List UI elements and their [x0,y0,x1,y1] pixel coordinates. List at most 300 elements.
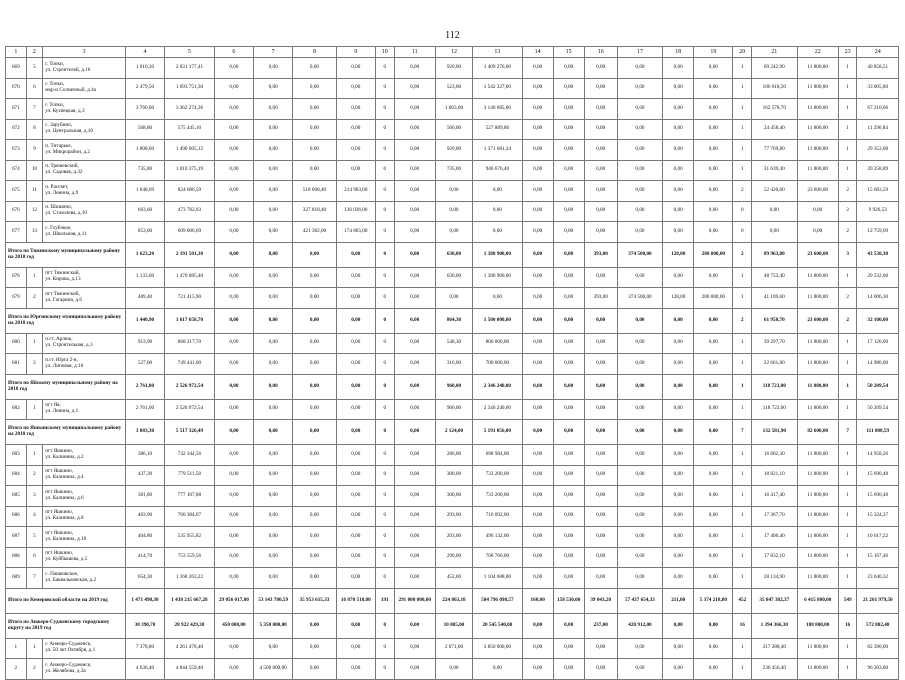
table-cell: п. Шишино, ул. Стахолева, д.10 [43,201,126,222]
table-cell: 317 288,40 [752,638,797,659]
table-cell: 0,00 [214,374,253,399]
table-cell: 0,00 [694,399,733,420]
table-cell: 11 800,00 [797,374,838,399]
table-cell: 0 [375,181,394,202]
table-cell: 0,00 [584,267,617,288]
table-cell: 735,80 [125,160,164,181]
column-header: 8 [293,47,336,58]
table-cell: 28 922 429,38 [165,613,215,638]
table-cell: 864,30 [435,308,472,333]
table-cell: 9 926,53 [857,201,899,222]
table-cell: 0,00 [553,119,584,140]
column-header: 11 [394,47,435,58]
table-cell: 0 [375,140,394,161]
table-cell: 0,00 [553,638,584,659]
table-row [6,288,899,309]
table-cell: 0,00 [663,420,694,445]
table-cell: 6 [26,78,43,99]
table-cell: 0,00 [694,222,733,243]
table-cell: 393,00 [584,288,617,309]
table-cell: 0,00 [617,354,662,375]
table-cell: 0,00 [663,58,694,79]
subtotal-label: Итого по Юргинскому муниципальному району на 2018 год [6,308,126,333]
table-cell: 0,00 [584,399,617,420]
table-cell: 0,00 [663,638,694,659]
table-cell: 1 [6,638,27,659]
table-cell: 0,00 [336,486,375,507]
table-cell: 5 517 326,49 [165,420,215,445]
table-cell: 0,00 [394,181,435,202]
table-cell: 11 800,00 [797,506,838,527]
table-cell: 0,00 [694,58,733,79]
table-cell: 0,00 [584,527,617,548]
table-cell: 698 984,00 [473,445,523,466]
table-cell: 0,00 [214,78,253,99]
table-row [6,506,899,527]
table-cell: 0,00 [254,119,293,140]
table-cell: 700 000,00 [473,354,523,375]
table-cell: 0,00 [336,638,375,659]
table-cell: 0,00 [584,58,617,79]
table-cell: 11 800,00 [797,486,838,507]
table-cell: 1 [26,333,43,354]
table-cell: 0 [375,308,394,333]
table-cell: 721 415,90 [165,288,215,309]
table-cell: 4 500 000,00 [254,659,293,680]
table-cell: 0,00 [214,267,253,288]
table-cell: 489,40 [125,288,164,309]
table-cell: 0,00 [293,613,336,638]
table-cell: 0,00 [214,119,253,140]
table-cell: 0,00 [522,99,553,120]
table-cell: 0,00 [293,465,336,486]
table-cell: 868 217,70 [165,333,215,354]
register-table-container [5,46,899,680]
table-cell: 280 000,00 [694,288,733,309]
table-cell: 41 109,60 [752,288,797,309]
table-cell: 0,00 [522,613,553,638]
table-cell: 1 [838,333,857,354]
table-cell: 1 [838,78,857,99]
table-cell: 17 367,70 [752,506,797,527]
table-cell: 920,00 [435,58,472,79]
table-cell: 160,00 [522,588,553,613]
table-cell: 0,00 [663,308,694,333]
table-cell: 0,00 [522,399,553,420]
table-cell: 3 083,30 [125,420,164,445]
table-cell: 13 [26,222,43,243]
table-cell: 0,00 [394,242,435,267]
table-cell: 0,00 [473,222,523,243]
table-cell: пгт Тяжинский, ул. Гагарина, д.6 [43,288,126,309]
table-cell: 0 [375,354,394,375]
table-cell: 0,00 [584,445,617,466]
table-cell: 0,00 [394,399,435,420]
table-cell: 0,00 [797,201,838,222]
table-cell: 1 [838,547,857,568]
table-cell: 5 [26,527,43,548]
table-row [6,333,899,354]
table-cell: 50 209,54 [857,374,899,399]
table-cell: 0,00 [584,308,617,333]
subtotal-row [6,308,899,333]
table-cell: 0,00 [584,140,617,161]
table-cell: 14 980,00 [857,354,899,375]
table-cell: с. Зарубино, ул. Центральная, д.10 [43,119,126,140]
table-row [6,267,899,288]
table-cell: 0,00 [214,140,253,161]
table-cell: 960,00 [435,399,472,420]
table-cell: 684 [6,465,27,486]
table-cell: 1 [26,399,43,420]
table-cell: 23 600,00 [797,308,838,333]
table-cell: 0,00 [522,160,553,181]
table-cell: 0,00 [584,486,617,507]
table-cell: 0,00 [214,308,253,333]
column-header: 10 [375,47,394,58]
table-cell: 0,00 [522,568,553,589]
table-cell: 0,00 [293,267,336,288]
table-cell: 1 438 215 667,28 [165,588,215,613]
table-cell: 0,00 [293,160,336,181]
table-cell: 1 623,20 [125,242,164,267]
table-cell: 89 963,00 [752,242,797,267]
table-cell: 0,00 [694,160,733,181]
table-cell: 0,00 [293,506,336,527]
table-cell: 1 [733,160,752,181]
table-cell: 0 [733,201,752,222]
table-cell: 0,00 [214,222,253,243]
table-row [6,399,899,420]
table-cell: 1 [733,659,752,680]
table-cell: 9 [26,140,43,161]
table-cell: 0,00 [663,333,694,354]
table-cell: 2 [838,181,857,202]
table-cell: 0,00 [254,140,293,161]
table-cell: 374 500,00 [617,242,662,267]
table-cell: 48 753,40 [752,267,797,288]
table-cell: 0,00 [435,659,472,680]
table-cell: 0,00 [584,506,617,527]
table-cell: 0,00 [617,267,662,288]
table-cell: 0 [375,119,394,140]
table-cell: 0,00 [584,638,617,659]
column-header: 6 [214,47,253,58]
table-cell: п. Титарьке, ул. Микрорайон, д.2 [43,140,126,161]
table-cell: 0,00 [394,420,435,445]
table-cell: 1 380 900,00 [473,242,523,267]
table-cell: 0,00 [553,308,584,333]
table-cell: 0,00 [254,288,293,309]
table-cell: 0,00 [522,181,553,202]
table-cell: 1 808,60 [125,140,164,161]
table-cell: 300,00 [435,486,472,507]
table-cell: 0,00 [663,506,694,527]
table-cell: 672 [6,119,27,140]
table-cell: 0,00 [617,181,662,202]
table-cell: пгт Яшкино, ул. Калинина, д.8 [43,506,126,527]
table-cell: 7 378,80 [125,638,164,659]
table-cell: 0,00 [694,638,733,659]
table-cell: 674 [6,160,27,181]
table-cell: 2 [838,222,857,243]
table-cell: 0,00 [336,242,375,267]
column-header: 4 [125,47,164,58]
table-cell: 0,00 [522,288,553,309]
table-cell: 0,00 [694,99,733,120]
table-cell: 0,00 [336,420,375,445]
table-cell: 0,00 [553,354,584,375]
column-header: 20 [733,47,752,58]
table-cell: 0,00 [254,99,293,120]
table-cell: 0,00 [214,638,253,659]
table-cell: 0,00 [435,288,472,309]
subtotal-label: Итого по Тяжинскому муниципальному району на 2018 год [6,242,126,267]
table-cell: с. Глубокое, ул. Школьная, д.11 [43,222,126,243]
table-cell: 2 346 240,00 [473,399,523,420]
table-cell: 1 394 366,30 [752,613,797,638]
table-cell: 0,00 [254,527,293,548]
subtotal-label: Итого по Анжеро-Судженскому городскому округу на 2019 год [6,613,126,638]
register-table [5,46,899,680]
table-cell: 24 458,40 [752,119,797,140]
table-cell: 0,00 [663,568,694,589]
table-cell: 0,00 [522,374,553,399]
table-cell: 128,00 [663,288,694,309]
table-cell: 0,00 [254,78,293,99]
table-cell: 0,00 [336,140,375,161]
table-cell: 0,00 [394,288,435,309]
table-cell: 0,00 [394,222,435,243]
table-cell: 0,00 [214,486,253,507]
table-cell: 17 832,10 [752,547,797,568]
table-cell: 0,00 [394,486,435,507]
table-cell: 523,00 [435,78,472,99]
table-cell: 39 297,70 [752,333,797,354]
table-cell: 0,00 [617,140,662,161]
table-cell: 0,00 [435,222,472,243]
table-cell: 0 [375,486,394,507]
table-cell: 0,00 [617,486,662,507]
table-cell: 0,00 [254,547,293,568]
table-cell: 404,80 [125,527,164,548]
table-cell: 673 [6,140,27,161]
table-cell: 11 800,00 [797,399,838,420]
column-header: 22 [797,47,838,58]
table-cell: 1 490 605,12 [165,140,215,161]
table-cell: 0,00 [435,181,472,202]
table-cell: 0,00 [584,465,617,486]
table-cell: 35 953 615,33 [293,588,336,613]
table-cell: 824 686,59 [165,181,215,202]
table-cell: 0,00 [336,354,375,375]
table-cell: 2 526 972,54 [165,374,215,399]
table-cell: 1 [733,99,752,120]
table-cell: 15 690,48 [857,465,899,486]
table-cell: 1 [838,99,857,120]
table-cell: 0,00 [694,140,733,161]
table-cell: 16 [733,613,752,638]
page-number: 112 [445,30,460,41]
table-cell: 0,00 [254,267,293,288]
column-header: 12 [435,47,472,58]
table-cell: 0,00 [435,201,472,222]
table-cell: 654,30 [125,568,164,589]
table-cell: 0,00 [473,288,523,309]
table-cell: 0 [375,374,394,399]
table-cell: 0,00 [617,222,662,243]
table-cell: 23 640,32 [857,568,899,589]
table-cell: 29 353,08 [857,140,899,161]
table-cell: 0 [375,201,394,222]
table-cell: 0,00 [336,399,375,420]
table-cell: 733 200,00 [473,465,523,486]
subtotal-label: Итого по Кемеровской области на 2019 год [6,588,126,613]
table-cell: 20 545 540,00 [473,613,523,638]
table-cell: 1 [733,333,752,354]
table-cell: 0,00 [663,181,694,202]
table-cell: 742 344,56 [165,445,215,466]
table-cell: 0,00 [522,58,553,79]
table-cell: 0,00 [394,78,435,99]
table-cell: 11 296,84 [857,119,899,140]
table-row [6,354,899,375]
table-cell: 678 [6,267,27,288]
subtotal-label: Итого по Яйскому муниципальному району на 2018 год [6,374,126,399]
table-cell: 11 800,00 [797,288,838,309]
table-cell: 0,00 [214,288,253,309]
table-cell: 20 258,89 [857,160,899,181]
table-cell: 0,00 [473,181,523,202]
table-cell: 16 417,40 [752,486,797,507]
table-cell: 1 [733,399,752,420]
table-cell: 0,00 [394,568,435,589]
table-cell: 0,00 [694,267,733,288]
table-cell: 0,00 [553,374,584,399]
table-cell: 1 [733,288,752,309]
table-cell: 1 [838,638,857,659]
table-cell: 1 [733,506,752,527]
table-cell: 29 532,00 [857,267,899,288]
table-cell: 1 [733,58,752,79]
table-cell: с. Пашковское, ул. Баквальковская, д.2 [43,568,126,589]
table-cell: 0,00 [522,659,553,680]
table-cell: 2 479,50 [125,78,164,99]
table-cell: 10 805,00 [435,613,472,638]
table-cell: 3 [26,486,43,507]
table-cell: 11 800,00 [797,354,838,375]
table-cell: 61 958,70 [752,308,797,333]
table-cell: 0,00 [617,547,662,568]
table-cell: 7 [733,420,752,445]
column-header: 23 [838,47,857,58]
table-cell: 535 955,82 [165,527,215,548]
table-cell: 0,00 [553,267,584,288]
table-cell: 670 [6,78,27,99]
table-cell: 1 [26,638,43,659]
table-cell: 2 [838,288,857,309]
table-cell: 735,00 [435,160,472,181]
table-cell: 777 107,88 [165,486,215,507]
table-cell: 0,00 [663,374,694,399]
table-cell: 12 759,69 [857,222,899,243]
table-cell: 680 [6,333,27,354]
table-cell: 2 [733,308,752,333]
table-cell: 2 [733,181,752,202]
table-cell: 0,00 [394,99,435,120]
table-row [6,527,899,548]
table-cell: п.ст. Арлюк, ул. Строительная, д.3 [43,333,126,354]
table-cell: 0,00 [617,506,662,527]
table-cell: 0,00 [293,568,336,589]
subtotal-row [6,420,899,445]
table-cell: 675 [6,181,27,202]
table-cell: 6 [26,547,43,568]
table-cell: 0,00 [553,399,584,420]
table-cell: 496 132,00 [473,527,523,548]
table-cell: 118 723,00 [752,374,797,399]
table-cell: 0,00 [214,527,253,548]
table-cell: 0,00 [553,659,584,680]
table-cell: 2 [26,659,43,680]
table-cell: 1 471 490,30 [125,588,164,613]
table-cell: пгт Яшкино, ул. Калинина, д.2 [43,445,126,466]
table-cell: 0,00 [553,506,584,527]
table-cell: 1 409 276,00 [473,58,523,79]
table-cell: п. Рассвет, ул. Ленина, д.9 [43,181,126,202]
table-cell: 0,00 [394,613,435,638]
table-cell: 0 [375,613,394,638]
table-cell: 0,00 [522,354,553,375]
table-cell: 128,00 [663,242,694,267]
table-cell: 3 140 685,00 [473,99,523,120]
table-cell: 0,00 [293,527,336,548]
table-cell: 0,00 [254,445,293,466]
table-cell: 0,00 [694,201,733,222]
table-cell: 11 800,00 [797,333,838,354]
table-row [6,58,899,79]
table-cell: 1 [733,547,752,568]
table-cell: 518 008,40 [293,181,336,202]
table-cell: 0 [375,568,394,589]
table-row [6,78,899,99]
table-cell: 0,00 [663,547,694,568]
table-cell: 14 958,26 [857,445,899,466]
table-cell: 1 371 681,34 [473,140,523,161]
table-cell: 0,00 [584,222,617,243]
table-cell: 0,00 [214,58,253,79]
table-cell: 733 200,00 [473,486,523,507]
column-header: 19 [694,47,733,58]
table-row [6,445,899,466]
table-cell: 0,00 [694,613,733,638]
table-cell: 1 [838,486,857,507]
table-cell: 0,00 [254,242,293,267]
table-cell: 0 [375,445,394,466]
table-cell: 0,00 [522,486,553,507]
table-row [6,638,899,659]
table-cell: 0,00 [752,222,797,243]
table-cell: 1 [838,374,857,399]
table-cell: 77 769,80 [752,140,797,161]
table-cell: 689 [6,568,27,589]
table-cell: 0,00 [336,78,375,99]
table-row [6,659,899,680]
table-cell: 1 [838,659,857,680]
table-cell: 0,00 [553,445,584,466]
table-cell: 0,00 [694,333,733,354]
table-cell: 677 [6,222,27,243]
